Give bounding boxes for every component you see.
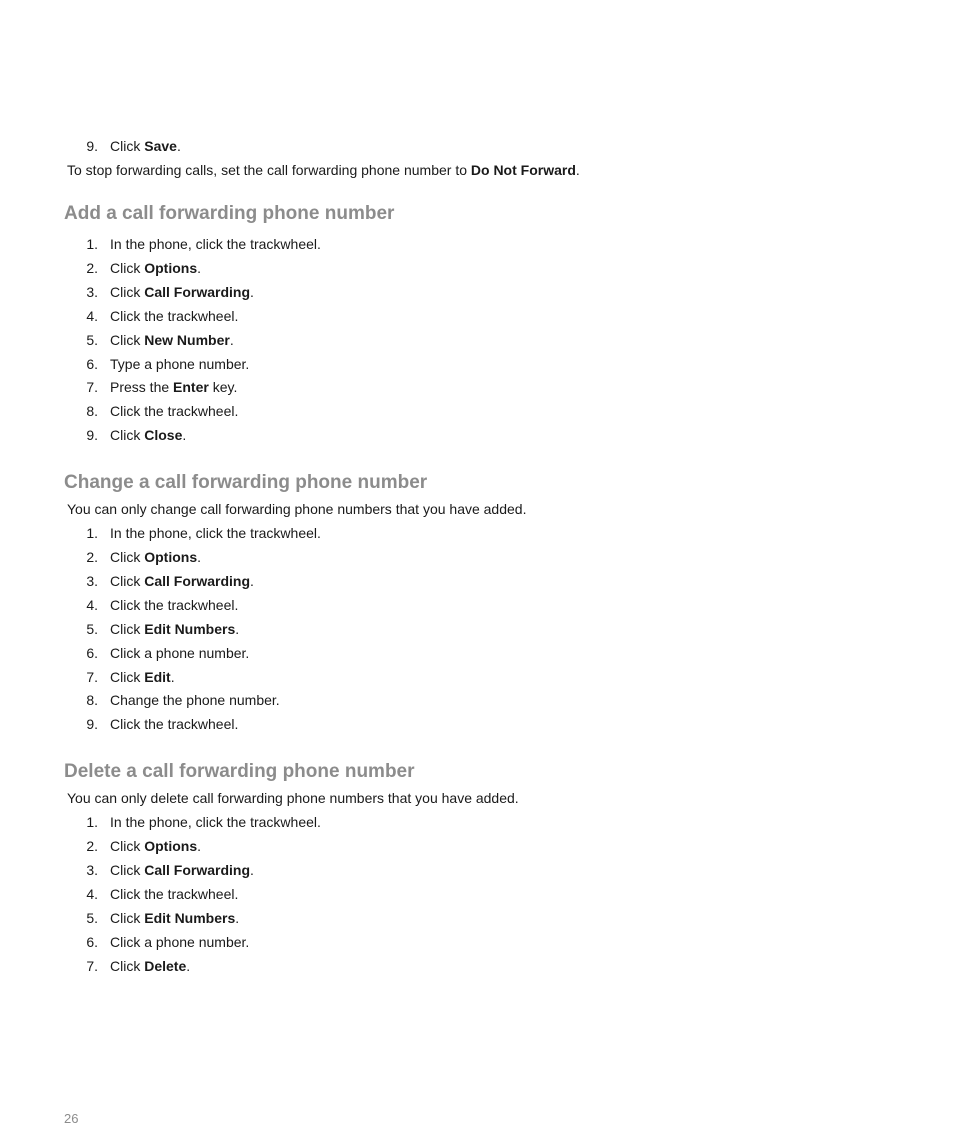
- step-number: 1.: [86, 525, 98, 541]
- step-number: 2.: [86, 260, 98, 276]
- step-number: 9.: [86, 427, 98, 443]
- section-heading-add: Add a call forwarding phone number: [64, 203, 395, 224]
- step-number: 5.: [86, 910, 98, 926]
- step-text: Click Call Forwarding.: [110, 284, 254, 300]
- step-number: 5.: [86, 332, 98, 348]
- step-number: 1.: [86, 236, 98, 252]
- step-text: Click Close.: [110, 427, 187, 443]
- step-number: 7.: [86, 669, 98, 685]
- step-text: Change the phone number.: [110, 692, 280, 708]
- step-text: Click the trackwheel.: [110, 716, 239, 732]
- step-number: 9.: [86, 138, 98, 154]
- step-number: 3.: [86, 284, 98, 300]
- step-text: Click Save.: [110, 138, 181, 154]
- step-number: 3.: [86, 573, 98, 589]
- section-heading-delete: Delete a call forwarding phone number: [64, 761, 415, 782]
- step-number: 7.: [86, 379, 98, 395]
- step-text: Click Options.: [110, 549, 202, 565]
- step-number: 4.: [86, 308, 98, 324]
- step-number: 2.: [86, 838, 98, 854]
- step-number: 3.: [86, 862, 98, 878]
- step-number: 9.: [86, 716, 98, 732]
- step-number: 4.: [86, 886, 98, 902]
- step-number: 6.: [86, 356, 98, 372]
- step-text: Press the Enter key.: [110, 379, 238, 395]
- step-text: Click the trackwheel.: [110, 308, 239, 324]
- section-note: You can only delete call forwarding phone numbers that you have added.: [67, 790, 519, 806]
- step-number: 4.: [86, 597, 98, 613]
- step-text: In the phone, click the trackwheel.: [110, 525, 321, 541]
- step-text: Click Edit.: [110, 669, 175, 685]
- step-text: Click the trackwheel.: [110, 597, 239, 613]
- step-number: 7.: [86, 958, 98, 974]
- step-text: In the phone, click the trackwheel.: [110, 236, 321, 252]
- step-text: In the phone, click the trackwheel.: [110, 814, 321, 830]
- step-number: 8.: [86, 403, 98, 419]
- page-number: 26: [64, 1111, 79, 1126]
- step-text: Click Delete.: [110, 958, 191, 974]
- step-text: Type a phone number.: [110, 356, 250, 372]
- intro-note: To stop forwarding calls, set the call forwarding phone number to Do Not Forward.: [67, 162, 580, 178]
- step-text: Click Edit Numbers.: [110, 621, 240, 637]
- step-text: Click Options.: [110, 260, 202, 276]
- step-number: 5.: [86, 621, 98, 637]
- step-number: 1.: [86, 814, 98, 830]
- section-note: You can only change call forwarding phone numbers that you have added.: [67, 501, 527, 517]
- step-text: Click a phone number.: [110, 645, 250, 661]
- step-text: Click Call Forwarding.: [110, 573, 254, 589]
- step-text: Click Options.: [110, 838, 202, 854]
- step-text: Click the trackwheel.: [110, 886, 239, 902]
- step-number: 8.: [86, 692, 98, 708]
- step-text: Click the trackwheel.: [110, 403, 239, 419]
- step-text: Click Call Forwarding.: [110, 862, 254, 878]
- step-number: 2.: [86, 549, 98, 565]
- step-number: 6.: [86, 645, 98, 661]
- step-text: Click a phone number.: [110, 934, 250, 950]
- step-text: Click New Number.: [110, 332, 234, 348]
- step-text: Click Edit Numbers.: [110, 910, 240, 926]
- section-heading-change: Change a call forwarding phone number: [64, 472, 428, 493]
- step-number: 6.: [86, 934, 98, 950]
